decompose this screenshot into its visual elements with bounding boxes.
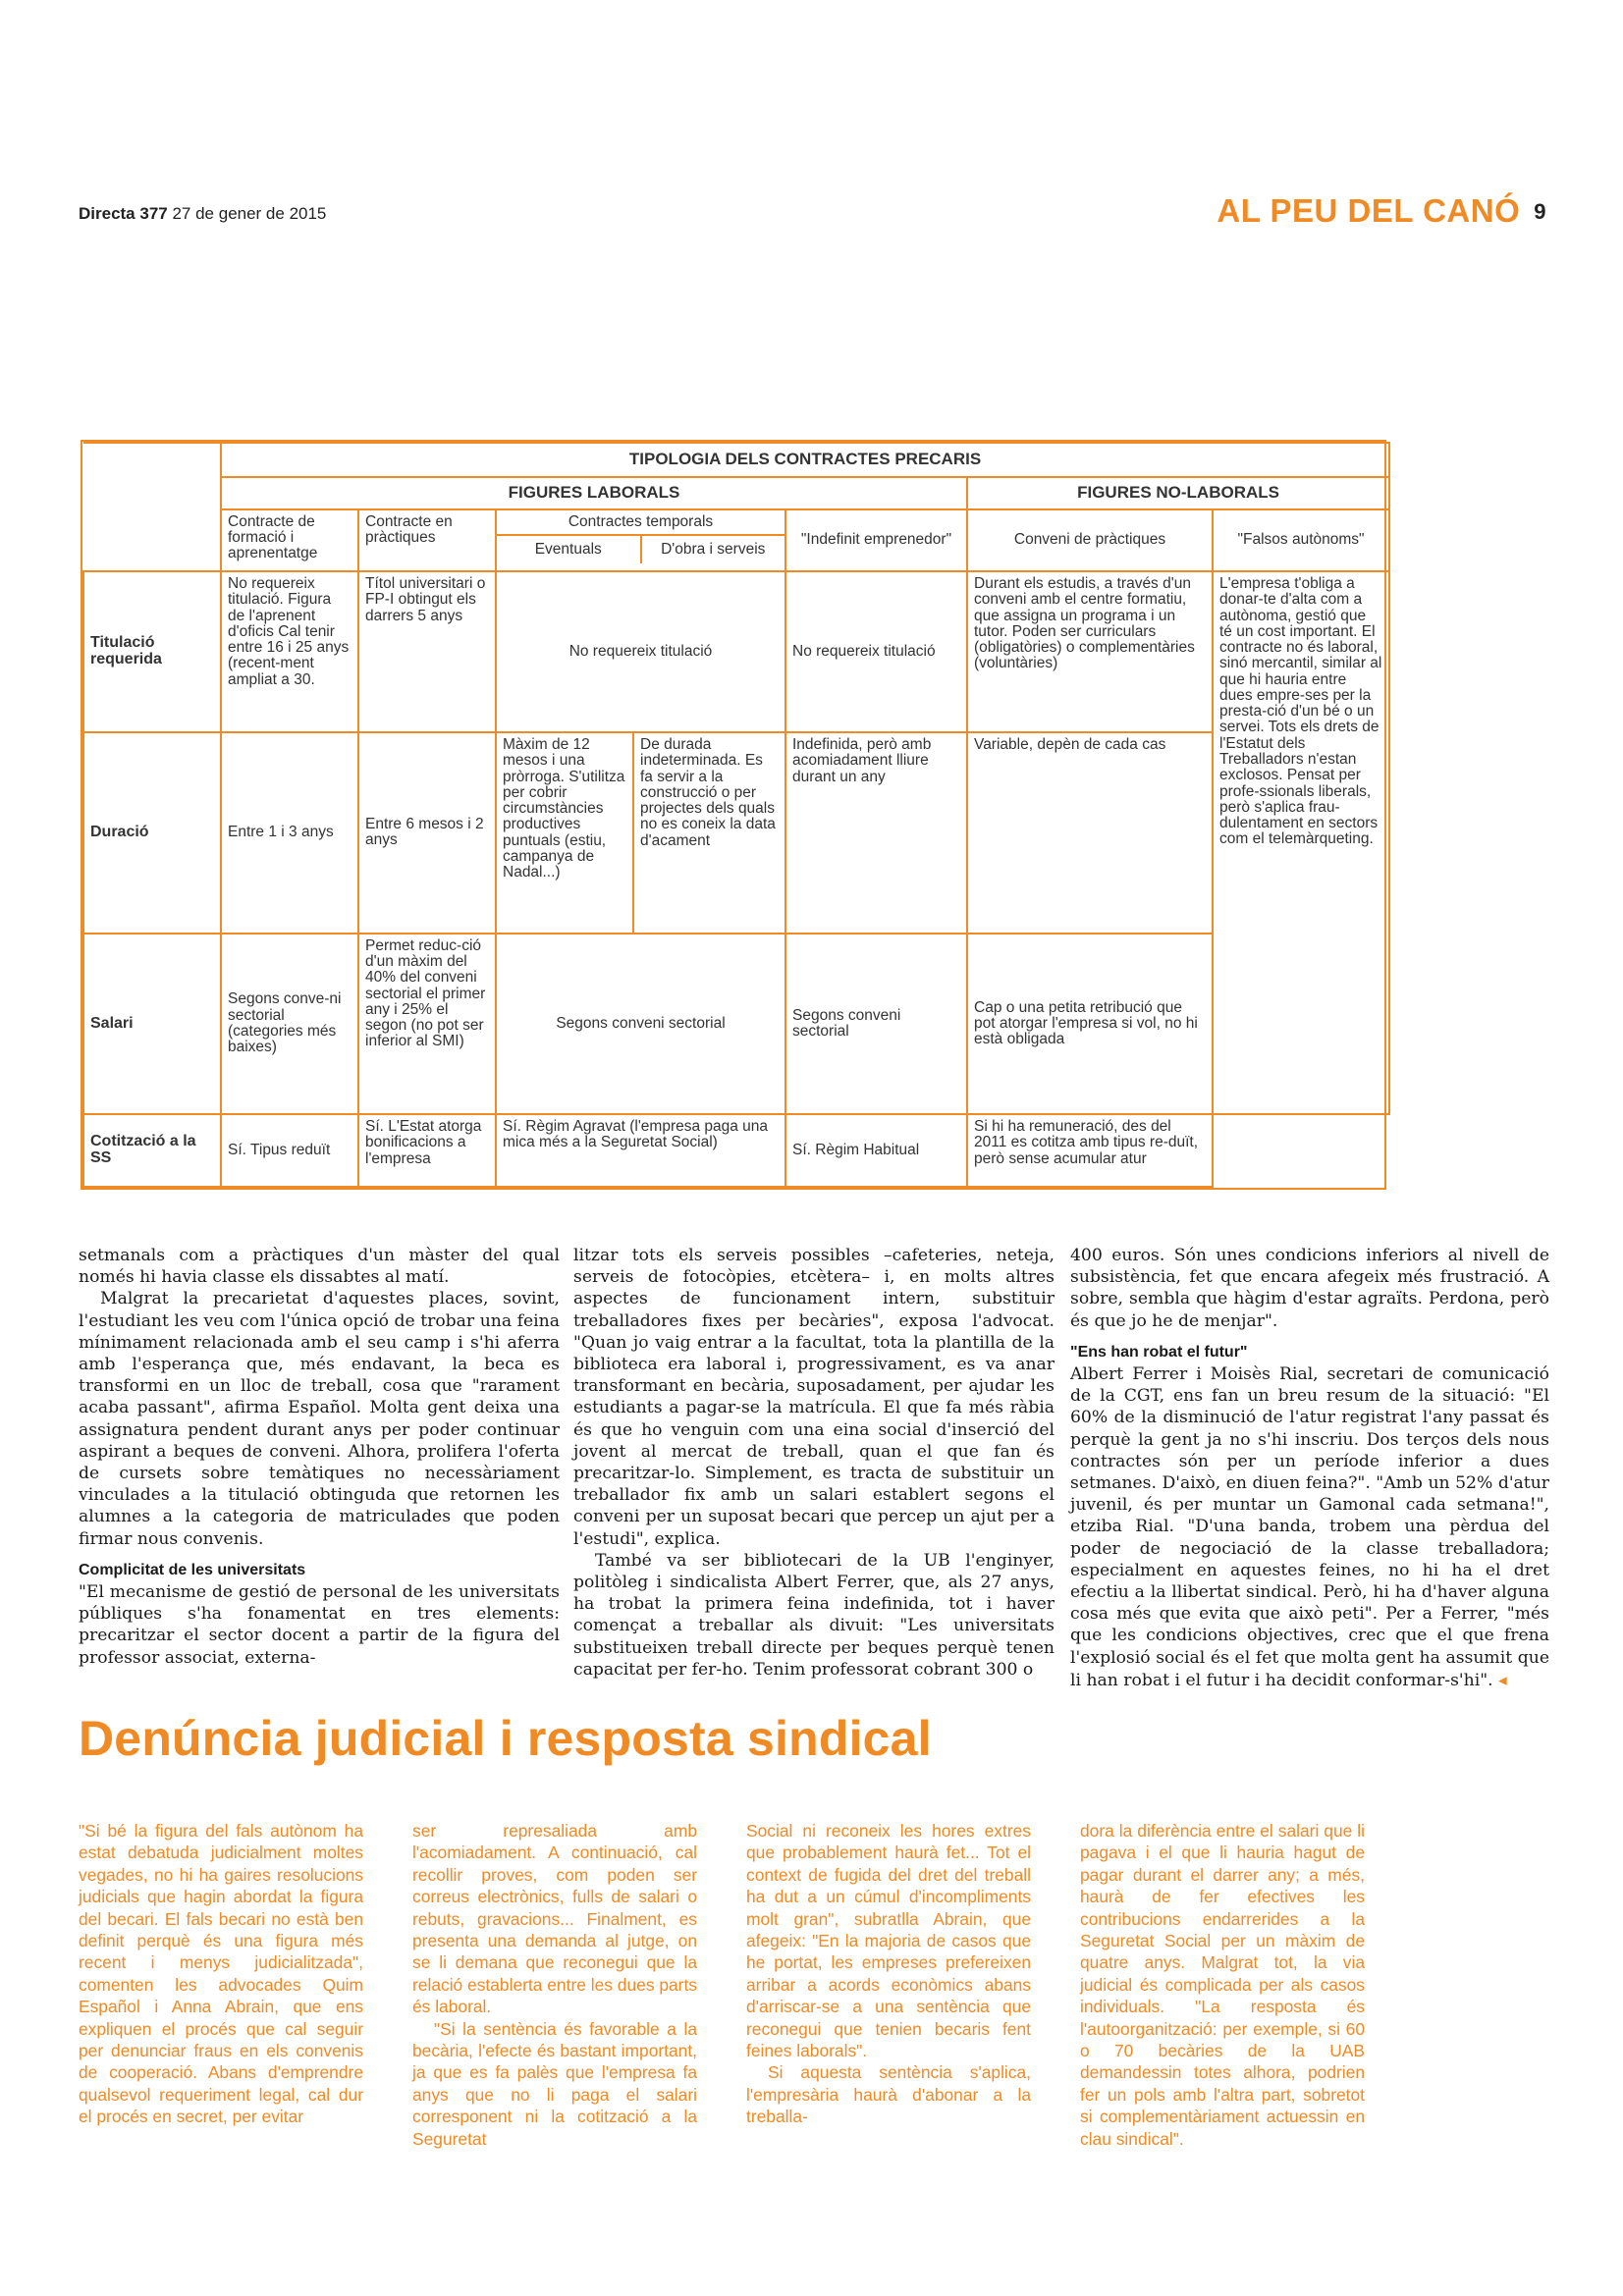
paragraph: 400 euros. Són unes condicions inferiors al nivell de subsistència, fet que encara afegeix més frustració. A sobre, sembla que hàgim d'estar agraïts. Perdona, però és que jo he de menjar".	[1070, 1246, 1549, 1331]
cell-sal-temporals: Segons conveni sectorial	[496, 934, 785, 1114]
paragraph: litzar tots els serveis possibles –cafeteries, neteja, serveis de fotocòpies, etcètera– i, en molts altres aspectes de funcionament intern, substituir treballadores fixes per becàries", exposa l'advocat. "Quan jo vaig entrar a la facultat, tota la plantilla de la biblioteca era laboral i, progressivament, es va anar transformant en becària, suposadament, per ajudar les estudiants a pagar-se la matrícula. El que fa més ràbia és que ho venguin com una eina social d'inserció del jovent al mercat de treball, quan el que fan és precaritzar-lo. Simplement, es tracta de substituir un treballador fix amb un salari establert segons el conveni per un suposat becari que percep un ajut per a l'estudi", explica.	[573, 1246, 1055, 1549]
cell-dur-conveni: Variable, depèn de cada cas	[967, 732, 1213, 934]
paragraph: També va ser bibliotecari de la UB l'enginyer, politòleg i sindicalista Albert Ferrer, que, als 27 anys, ha trobat la primera feina indefinida, tot i haver començat a treballar als divuit: "Les universitats substitueixen treball directe per beques perquè tenen capacitat per fer-ho. Tenim professorat cobrant 300 o	[573, 1550, 1055, 1680]
sidebar-column-4	[1080, 1820, 1365, 2150]
publication-info	[79, 204, 326, 224]
cell-falsos-description: L'empresa t'obliga a donar-te d'alta com a autònoma, gestió que té un cost important. El contracte no és laboral, sinó mercantil, similar al que hi hauria entre dues empre-ses per la presta-ció d'un bé o un servei. Tots els drets de l'Estatut dels Treballadors n'estan exclosos. Pensat per profe-ssionals liberals, però s'aplica frau-dulentament en sectors com el telemàrqueting.	[1213, 571, 1389, 1114]
paragraph: Albert Ferrer i Moisès Rial, secretari de comunicació de la CGT, ens fan un breu resum de la situació: "El 60% de la disminució de l'atur registrat l'any passat és perquè la gent ja no s'hi inscriu. Dos terços dels nous contractes són per un període inferior a dues setmanes. D'això, en diuen feina?". "Amb un 52% d'atur juvenil, és per muntar un Gamonal cada setmana!", etziba Rial. "D'una banda, trobem una pèrdua del poder de negociació de la classe treballadora; especialment en aquestes feines, no hi ha el dret efectiu a la llibertat sindical. Però, hi ha d'haver alguna cosa més que evita que això peti". Per a Ferrer, "més que les condicions objectives, crec que el que frena l'explosió social és el fet que molta gent ha assumit que li han robat i el futur i ha decidit conformar-s'hi".	[1070, 1364, 1549, 1690]
col-header-obra: D'obra i serveis	[661, 540, 766, 558]
precarious-contracts-table	[81, 440, 1386, 1190]
row-header-duracio: Duració	[83, 732, 221, 934]
cell-tit-temporals: No requereix titulació	[496, 571, 785, 732]
col-header-falsos: "Falsos autònoms"	[1213, 509, 1389, 572]
group-laborals: FIGURES LABORALS	[221, 477, 967, 509]
col-header-eventuals: Eventuals	[497, 536, 642, 563]
paragraph: ser represaliada amb l'acomiadament. A continuació, cal recollir proves, com poden ser correus electrònics, fulls de salari o rebuts, gravacions... Finalment, es presenta una demanda al jutge, on se li demana que reconegui que la relació establerta entre les dues parts és laboral.	[412, 1821, 698, 2017]
cell-tit-indefinit: No requereix titulació	[785, 571, 967, 732]
sidebar-headline: Denúncia judicial i resposta sindical	[79, 1711, 932, 1766]
page-number: 9	[1534, 199, 1546, 224]
table-title: TIPOLOGIA DELS CONTRACTES PRECARIS	[221, 443, 1389, 477]
sidebar-column-3	[746, 1820, 1031, 2128]
section-header	[1217, 192, 1546, 230]
table-corner	[83, 443, 221, 571]
section-title: AL PEU DEL CANÓ	[1217, 192, 1521, 229]
row-header-titulacio: Titulació requerida	[83, 571, 221, 732]
col-header-indefinit: "Indefinit emprenedor"	[785, 509, 967, 572]
article-column-1	[79, 1245, 560, 1669]
paragraph: Malgrat la precarietat d'aquestes places, sovint, l'estudiant les veu com l'única opció de trobar una feina mínimament relacionada amb el seu camp i s'hi aferra amb l'esperança que, més endavant, la beca es transformi en un lloc de treball, cosa que "rarament acaba passant", afirma Español. Molta gent deixa una assignatura pendent durant anys per poder continuar aspirant a beques de conveni. Alhora, prolifera l'oferta de cursets sobre temàtiques no necessàriament vinculades a la titulació obtinguda que retornen les alumnes a la categoria de matriculades que poden firmar nous convenis.	[79, 1289, 560, 1549]
sidebar-column-2	[412, 1820, 697, 2150]
cell-cot-practiques: Sí. L'Estat atorga bonificacions a l'empresa	[358, 1114, 496, 1187]
col-header-formacio: Contracte de formació i aprenentatge	[221, 509, 358, 572]
cell-sal-indefinit: Segons conveni sectorial	[785, 934, 967, 1114]
article-column-3	[1070, 1245, 1549, 1691]
subheading: "Ens han robat el futur"	[1070, 1343, 1248, 1361]
cell-cot-conveni: Si hi ha remuneració, des del 2011 es cotitza amb tipus re-duït, però sense acumular atur	[967, 1114, 1213, 1187]
col-header-temporals: Contractes temporals	[497, 510, 784, 536]
cell-sal-practiques: Permet reduc-ció d'un màxim del 40% del conveni sectorial el primer any i 25% el segon (no pot ser inferior al SMI)	[358, 934, 496, 1114]
cell-dur-indefinit: Indefinida, però amb acomiadament lliure durant un any	[785, 732, 967, 934]
cell-sal-conveni: Cap o una petita retribució que pot atorgar l'empresa si vol, no hi està obligada	[967, 934, 1213, 1114]
paragraph: "Si bé la figura del fals autònom ha estat debatuda judicialment moltes vegades, no hi ha gaires resolucions judicials que hagin abordat la figura del becari. El fals becari no està ben definit perquè és una figura més recent i menys judicialitzada", comenten les advocades Quim Español i Anna Abrain, que ens expliquen el procés que cal seguir per denunciar fraus en els convenis de cooperació. Abans d'emprendre qualsevol requeriment legal, cal dur el procés en secret, per evitar	[79, 1821, 363, 2127]
cell-tit-practiques: Títol universitari o FP-I obtingut els darrers 5 anys	[358, 571, 496, 732]
row-header-salari: Salari	[83, 934, 221, 1114]
group-nolaborals: FIGURES NO-LABORALS	[967, 477, 1389, 509]
cell-tit-formacio: No requereix titulació. Figura de l'aprenent d'oficis Cal tenir entre 16 i 25 anys (recent-ment ampliat a 30.	[221, 571, 358, 732]
publication-name: Directa 377	[79, 204, 168, 223]
paragraph: "El mecanisme de gestió de personal de les universitats públiques s'ha fonamentat en tres elements: precaritzar el sector docent a partir de la figura del professor associat, externa-	[79, 1582, 560, 1668]
paragraph: Social ni reconeix les hores extres que probablement haurà fet... Tot el context de fugida del dret del treball ha dut a un cúmul d'incompliments molt gran", subratlla Abrain, que afegeix: "En la majoria de casos que he portat, les empreses prefereixen arribar a acords econòmics abans d'arriscar-se a una sentència que reconegui que tenien becaris fent feines laborals".	[746, 1821, 1031, 2061]
col-header-practiques: Contracte en pràctiques	[358, 509, 496, 572]
cell-cot-indefinit: Sí. Règim Habitual	[785, 1114, 967, 1187]
article-column-2	[573, 1245, 1055, 1681]
cell-dur-obra: De durada indeterminada. Es fa servir a la construcció o per projectes dels quals no es coneix la data d'acament	[633, 732, 785, 934]
cell-cot-formacio: Sí. Tipus reduït	[221, 1114, 358, 1187]
row-header-cotitzacio: Cotització a la SS	[83, 1114, 221, 1187]
publication-date: 27 de gener de 2015	[172, 204, 327, 223]
cell-cot-empty	[1213, 1114, 1389, 1187]
subheading: Complicitat de les universitats	[79, 1561, 306, 1578]
end-mark-icon: ◂	[1498, 1669, 1507, 1689]
cell-dur-practiques: Entre 6 mesos i 2 anys	[358, 732, 496, 934]
cell-dur-formacio: Entre 1 i 3 anys	[221, 732, 358, 934]
cell-tit-conveni: Durant els estudis, a través d'un conveni amb el centre formatiu, que assigna un programa i un tutor. Poden ser curriculars (obligatòries) o complementàries (voluntàries)	[967, 571, 1213, 732]
col-header-conveni: Conveni de pràctiques	[967, 509, 1213, 572]
paragraph: dora la diferència entre el salari que li pagava i el que li hauria hagut de pagar durant el darrer any; a més, haurà de fer efectives les contribucions endarrerides a la Seguretat Social per un màxim de quatre anys. Malgrat tot, la via judicial és complicada per als casos individuals. "La resposta és l'autoorganització: per exemple, si 60 o 70 becàries de la UAB demandessin totes alhora, podrien fer un pols amb l'altra part, sobretot si complementàriament actuessin en clau sindical".	[1080, 1821, 1365, 2149]
cell-sal-formacio: Segons conve-ni sectorial (categories més baixes)	[221, 934, 358, 1114]
paragraph: "Si la sentència és favorable a la becària, l'efecte és bastant important, ja que es fa palès que l'empresa fa anys que no li paga el salari corresponent ni la cotització a la Seguretat	[412, 2018, 697, 2149]
paragraph: Si aquesta sentència s'aplica, l'empresària haurà d'abonar a la treballa-	[746, 2062, 1031, 2127]
cell-cot-temporals: Sí. Règim Agravat (l'empresa paga una mica més a la Seguretat Social)	[496, 1114, 785, 1187]
paragraph: setmanals com a pràctiques d'un màster del qual només hi havia classe els dissabtes al matí.	[79, 1246, 560, 1288]
cell-dur-eventuals: Màxim de 12 mesos i una pròrroga. S'utilitza per cobrir circumstàncies productives puntuals (estiu, campanya de Nadal...)	[496, 732, 633, 934]
sidebar-column-1	[79, 1820, 363, 2128]
